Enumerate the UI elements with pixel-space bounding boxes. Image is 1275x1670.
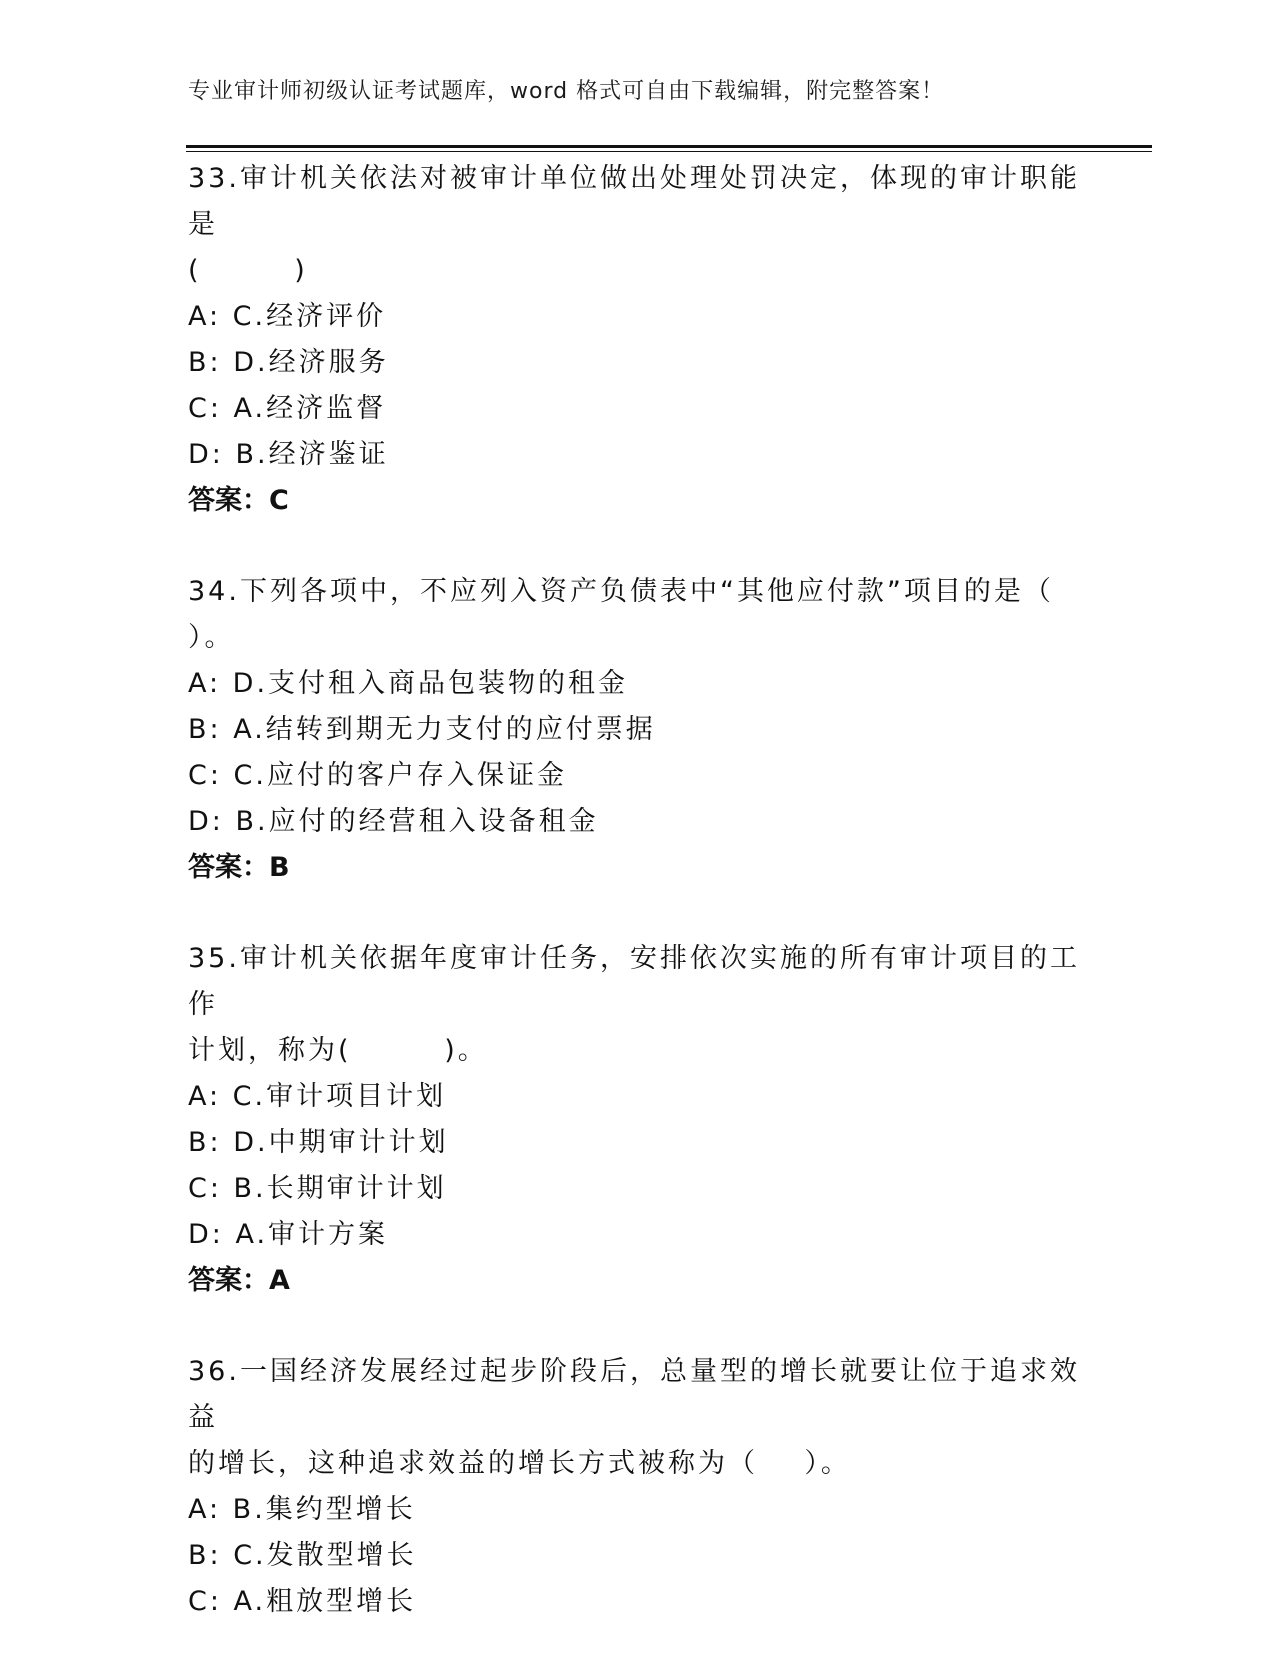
option-a: A: D.支付租入商品包装物的租金: [188, 668, 629, 699]
option-b: B: A.结转到期无力支付的应付票据: [188, 714, 656, 745]
question-text-cont: 计划，称为( )。: [188, 1035, 488, 1066]
question-text: 33.审计机关依法对被审计单位做出处理处罚决定，体现的审计职能是: [188, 163, 1080, 240]
option-d: D: B.应付的经营租入设备租金: [188, 806, 599, 837]
question-text: 35.审计机关依据年度审计任务，安排依次实施的所有审计项目的工作: [188, 943, 1080, 1020]
option-b: B: D.经济服务: [188, 347, 389, 378]
option-c: C: C.应付的客户存入保证金: [188, 760, 567, 791]
option-b: B: D.中期审计计划: [188, 1127, 449, 1158]
answer: 答案：C: [188, 485, 289, 516]
option-c: C: A.经济监督: [188, 393, 387, 424]
option-c: C: B.长期审计计划: [188, 1173, 447, 1204]
option-b: B: C.发散型增长: [188, 1540, 417, 1571]
question-text: 36.一国经济发展经过起步阶段后，总量型的增长就要让位于追求效益: [188, 1356, 1080, 1433]
header-rule: [186, 145, 1152, 148]
option-c: C: A.粗放型增长: [188, 1586, 417, 1617]
question-text: 34.下列各项中，不应列入资产负债表中“其他应付款”项目的是（: [188, 576, 1054, 607]
page-header: 专业审计师初级认证考试题库，word 格式可自由下载编辑，附完整答案！: [188, 79, 945, 104]
question-text-cont: ( ): [188, 255, 308, 286]
option-a: A: B.集约型增长: [188, 1494, 416, 1525]
answer: 答案：B: [188, 852, 290, 883]
header-rule-thin: [186, 151, 1152, 152]
question-33: [188, 156, 1088, 524]
question-text-cont: ）。: [188, 622, 235, 653]
option-d: D: B.经济鉴证: [188, 439, 389, 470]
question-34: [188, 569, 1088, 891]
question-36: [188, 1349, 1088, 1625]
option-a: A: C.审计项目计划: [188, 1081, 447, 1112]
question-list: [188, 156, 1088, 1670]
option-d: D: A.审计方案: [188, 1219, 389, 1250]
question-35: [188, 936, 1088, 1304]
answer: 答案：A: [188, 1265, 290, 1296]
question-text-cont: 的增长，这种追求效益的增长方式被称为（ ）。: [188, 1448, 851, 1479]
option-a: A: C.经济评价: [188, 301, 387, 332]
